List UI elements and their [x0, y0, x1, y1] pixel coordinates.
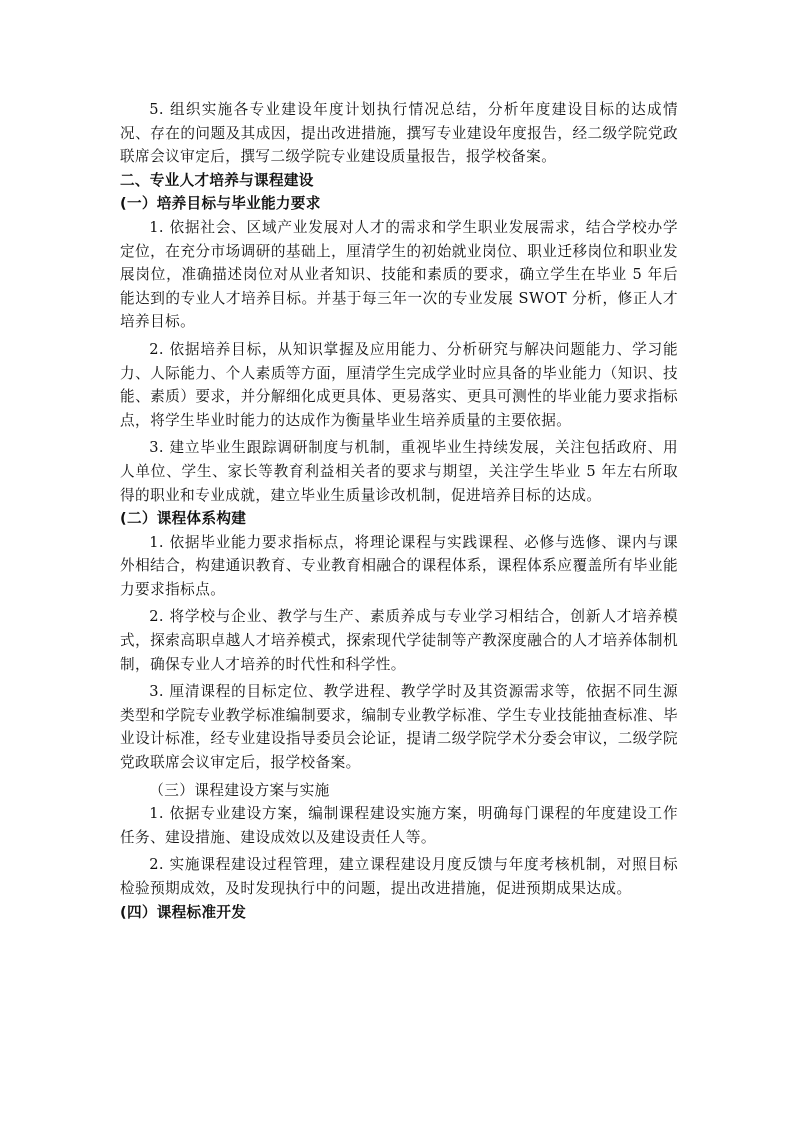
paragraph-curriculum-2: 2. 将学校与企业、教学与生产、素质养成与专业学习相结合，创新人才培养模式，探索高职卓越人才培养模式，探索现代学徒制等产教深度融合的人才培养体制机制，确保专业人才培养的时代性和科学性。: [120, 608, 678, 673]
subsection-heading-2: (二）课程体系构建: [120, 510, 247, 528]
subsection-heading-4: (四）课程标准开发: [120, 903, 247, 921]
paragraph-plan-1: 1. 依据专业建设方案，编制课程建设实施方案，明确每门课程的年度建设工作任务、建设措施、建设成效以及建设责任人等。: [120, 805, 678, 846]
section-heading-2: 二、专业人才培养与课程建设: [120, 171, 314, 189]
subsection-heading-1: (一）培养目标与毕业能力要求: [120, 195, 321, 213]
paragraph-item-5-summary: 5. 组织实施各专业建设年度计划执行情况总结，分析年度建设目标的达成情况、存在的问题及其成因，提出改进措施，撰写专业建设年度报告，经二级学院党政联席会议审定后，撰写二级学院专业建设质量报告，报学校备案。: [120, 101, 678, 166]
document-page: [120, 98, 678, 924]
paragraph-curriculum-1: 1. 依据毕业能力要求指标点，将理论课程与实践课程、必修与选修、课内与课外相结合，构建通识教育、专业教育相融合的课程体系，课程体系应覆盖所有毕业能力要求指标点。: [120, 533, 678, 598]
paragraph-goals-3: 3. 建立毕业生跟踪调研制度与机制，重视毕业生持续发展，关注包括政府、用人单位、学生、家长等教育利益相关者的要求与期望，关注学生毕业 5 年左右所取得的职业和专业成就，建立毕业生质量诊改机制，促进培养目标的达成。: [120, 439, 678, 504]
paragraph-curriculum-3: 3. 厘清课程的目标定位、教学进程、教学学时及其资源需求等，依据不同生源类型和学院专业教学标准编制要求，编制专业教学标准、学生专业技能抽查标准、毕业设计标准，经专业建设指导委员会论证，提请二级学院学术分委会审议，二级学院党政联席会议审定后，报学校备案。: [120, 683, 678, 772]
subsection-heading-3: （三）课程建设方案与实施: [149, 781, 330, 799]
paragraph-goals-1: 1. 依据社会、区域产业发展对人才的需求和学生职业发展需求，结合学校办学定位，在充分市场调研的基础上，厘清学生的初始就业岗位、职业迁移岗位和职业发展岗位，准确描述岗位对从业者知识、技能和素质的要求，确立学生在毕业 5 年后能达到的专业人才培养目标。并基于每三年一次的专业发展 SWOT 分析，修正人才培养目标。: [120, 218, 678, 331]
paragraph-plan-2: 2. 实施课程建设过程管理，建立课程建设月度反馈与年度考核机制，对照目标检验预期成效，及时发现执行中的问题，提出改进措施，促进预期成果达成。: [120, 856, 678, 897]
paragraph-goals-2: 2. 依据培养目标，从知识掌握及应用能力、分析研究与解决问题能力、学习能力、人际能力、个人素质等方面，厘清学生完成学业时应具备的毕业能力（知识、技能、素质）要求，并分解细化成更具体、更易落实、更具可测性的毕业能力要求指标点，将学生毕业时能力的达成作为衡量毕业生培养质量的主要依据。: [120, 340, 678, 429]
